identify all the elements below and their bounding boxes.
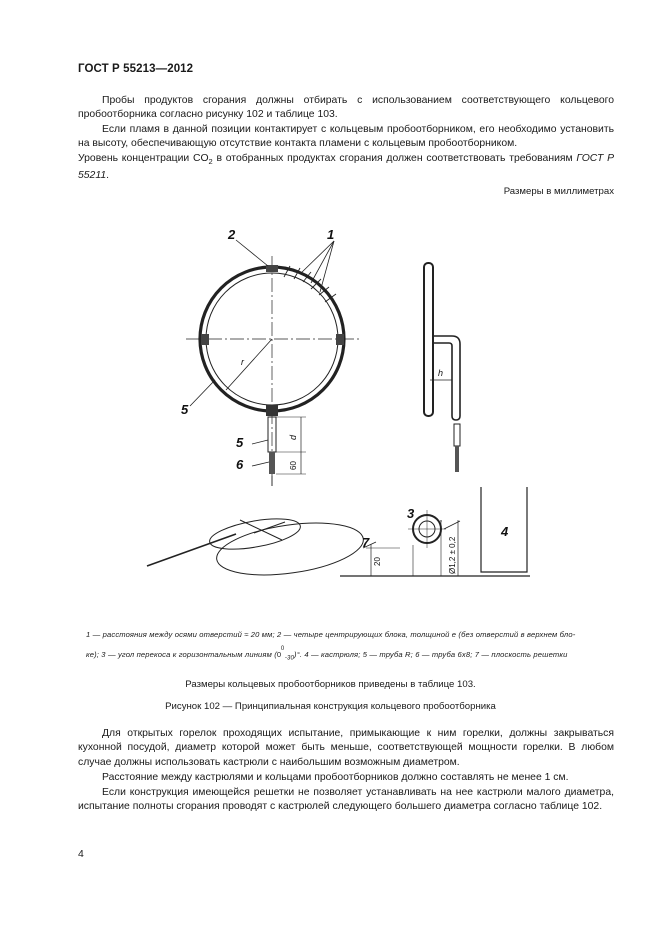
label-3: 3	[407, 506, 415, 521]
tube-joint	[266, 405, 278, 416]
grid-line-short	[254, 522, 285, 533]
table-reference: Размеры кольцевых пробоотборников приведены в таблице 103.	[185, 679, 476, 690]
dim-60: 60	[289, 461, 298, 470]
radius-line	[226, 339, 272, 390]
leader-3	[444, 521, 460, 529]
leader-1c	[320, 241, 334, 292]
grid-line-left	[147, 534, 236, 566]
dim-h: h	[438, 368, 444, 378]
document-header: ГОСТ Р 55213—2012	[78, 63, 194, 75]
leader-1b	[311, 241, 334, 283]
label-4: 4	[501, 524, 509, 539]
label-1: 1	[327, 227, 335, 242]
body-paragraph-3: Если конструкция имеющейся решетки не позволяет устанавливать на нее кастрюли малого диаметра, испытание полноты сгорания проводят с кастрюлей следующего большего диаметра согласно таблице 102.	[78, 787, 614, 813]
tube-lower	[269, 452, 275, 474]
label-6: 6	[236, 457, 244, 472]
leader-5	[190, 380, 215, 406]
legend-line-2: ке); 3 — угол перекоса к горизонтальным линиям (0 0 $_{-30}$)°. 4 — кастрюля; 5 — труба R; 6 — труба 6х8; 7 — плоскость решетки	[86, 646, 568, 662]
perspective-view	[147, 513, 367, 583]
label-7: 7	[362, 535, 370, 550]
dim-d: d	[288, 434, 298, 440]
page-number: 4	[78, 849, 84, 860]
body-paragraph-2: Расстояние между кастрюлями и кольцами пробоотборников должно составлять не менее 1 см.	[102, 772, 569, 783]
side-tube-bend	[433, 336, 460, 420]
legend-line-1: 1 — расстояния между осями отверстий ≈ 20 мм; 2 — четыре центрирующих блока, толщиной e (без отверстий в верхнем бло-	[86, 630, 576, 639]
centering-block-left	[201, 334, 209, 345]
centering-block-right	[336, 334, 344, 345]
side-tube-end	[455, 446, 459, 472]
units-note: Размеры в миллиметрах	[503, 186, 614, 197]
leader-5b	[252, 440, 268, 444]
intro-paragraph-3: Уровень концентрации $CO_2$ в отобранных продуктах сгорания должен соответствовать требованиям ГОСТ Р 55211.	[78, 153, 615, 182]
intro-paragraph-2: Если пламя в данной позиции контактирует с кольцевым пробоотборником, его необходимо установить на высоту, обеспечивающую отсутствие контакта пламени с кольцевым пробоотборником.	[78, 124, 614, 150]
leader-2	[236, 240, 268, 266]
label-2: 2	[228, 227, 236, 242]
dim-20: 20	[373, 557, 382, 566]
side-tube-connector	[454, 424, 460, 446]
leader-6	[252, 462, 269, 466]
label-5: 5	[181, 402, 189, 417]
leader-1a	[300, 241, 334, 274]
dim-r: r	[241, 357, 244, 367]
figure-caption: Рисунок 102 — Принципиальная конструкция кольцевого пробоотборника	[165, 701, 496, 712]
side-tube-vertical	[424, 263, 433, 416]
intro-paragraph-1: Пробы продуктов сгорания должны отбирать с использованием соответствующего кольцевого пробоотборника согласно рисунку 102 и таблице 103.	[78, 95, 614, 121]
dim-diameter: Ø1,2 ± 0,2	[448, 536, 457, 574]
label-5b: 5	[236, 435, 244, 450]
body-paragraph-1: Для открытых горелок проходящих испытание, примыкающие к ним горелки, должны закрываться кухонной посудой, диаметр которой может быть меньше, соответствующей мощности горелки. В любом случае должны использовать кастрюли с наибольшим возможным диаметром.	[78, 728, 614, 768]
ring-top-view	[186, 240, 362, 486]
